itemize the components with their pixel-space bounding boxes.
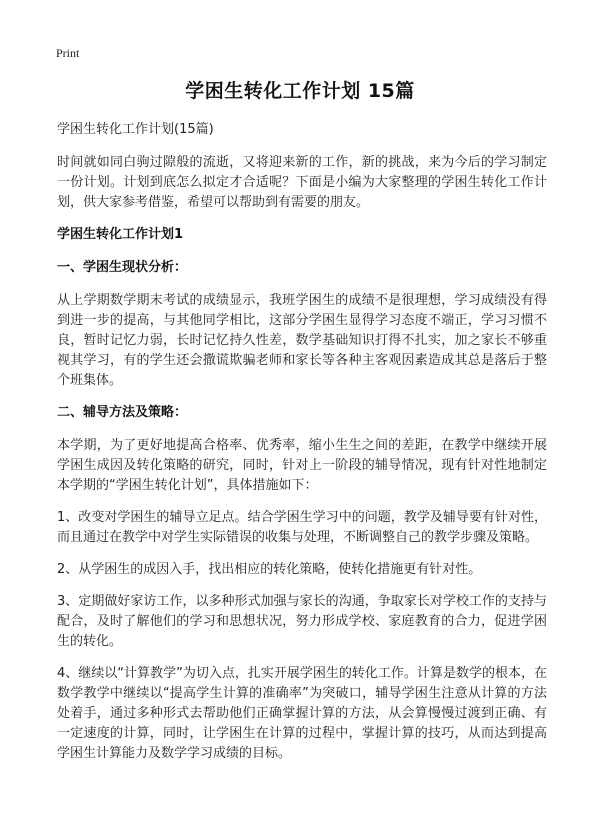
list-item-2: 2、从学困生的成因入手，找出相应的转化策略，使转化措施更有针对性。 bbox=[57, 562, 482, 577]
print-link[interactable]: Print bbox=[56, 46, 80, 60]
list-item-1: 1、改变对学困生的辅导立足点。结合学困生学习中的问题，教学及辅导要有针对性，而且通过在教学中对学生实际错误的收集与处理，不断调整自己的教学步骤及策略。 bbox=[57, 510, 547, 545]
part1-paragraph: 从上学期数学期末考试的成绩显示，我班学困生的成绩不是很理想，学习成绩没有得到进一步的提高，与其他同学相比，这部分学困生显得学习态度不端正，学习习惯不良，暂时记忆力弱，长时记忆持久性差，数学基础知识打得不扎实，加之家长不够重视其学习，有的学生还会撒谎欺骗老师和家长等各种主客观因素造成其总是落后于整个班集体。 bbox=[57, 293, 547, 388]
part2-heading: 二、辅导方法及策略： bbox=[57, 405, 188, 420]
document-body bbox=[57, 120, 547, 776]
part2-intro-paragraph: 本学期，为了更好地提高合格率、优秀率，缩小生生之间的差距，在教学中继续开展学困生成因及转化策略的研究，同时，针对上一阶段的辅导情况，现有针对性地制定本学期的“学困生转化计划”，具体措施如下： bbox=[57, 438, 547, 493]
section-heading: 学困生转化工作计划1 bbox=[57, 227, 184, 242]
list-item-4: 4、继续以“计算教学”为切入点，扎实开展学困生的转化工作。计算是数学的根本，在数学教学中继续以“提高学生计算的准确率”为突破口，辅导学困生注意从计算的方法处着手，通过多种形式去帮助他们正确掌握计算的方法，从会算慢慢过渡到正确、有一定速度的计算，同时，让学困生在计算的过程中，掌握计算的技巧，从而达到提高学困生计算能力及数学学习成绩的目标。 bbox=[57, 666, 547, 761]
intro-paragraph: 时间就如同白驹过隙般的流逝，又将迎来新的工作，新的挑战，来为今后的学习制定一份计划。计划到底怎么拟定才合适呢？下面是小编为大家整理的学困生转化工作计划，供大家参考借鉴，希望可以帮助到有需要的朋友。 bbox=[57, 155, 547, 210]
list-item-3: 3、定期做好家访工作，以多种形式加强与家长的沟通，争取家长对学校工作的支持与配合，及时了解他们的学习和思想状况，努力形成学校、家庭教育的合力，促进学困生的转化。 bbox=[57, 594, 547, 649]
part1-heading: 一、学困生现状分析： bbox=[57, 260, 188, 275]
page-title: 学困生转化工作计划 15篇 bbox=[185, 80, 415, 102]
document-subtitle: 学困生转化工作计划(15篇) bbox=[57, 122, 214, 137]
